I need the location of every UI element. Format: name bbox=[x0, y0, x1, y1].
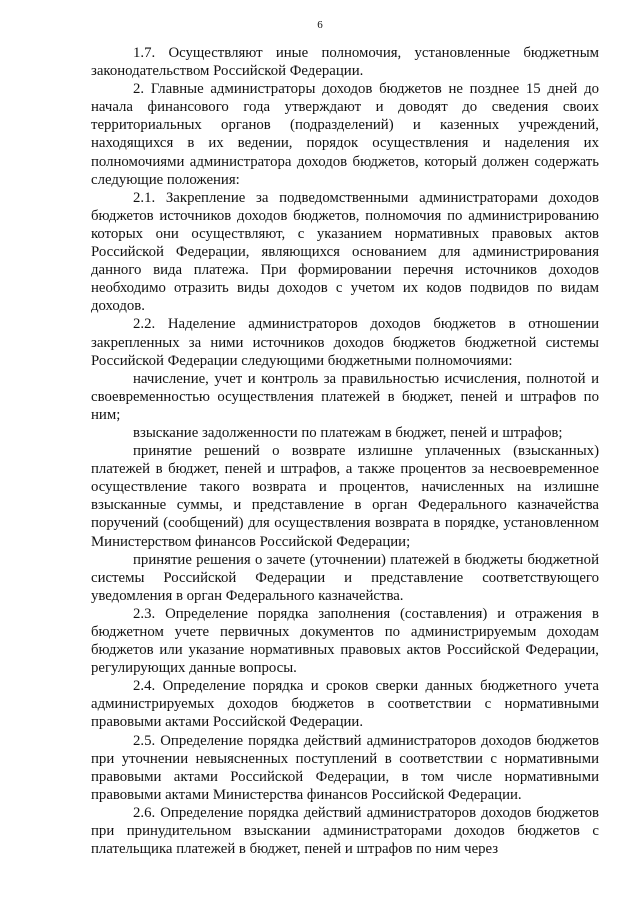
paragraph-2-6: 2.6. Определение порядка действий администраторов доходов бюджетов при принудительном взыскании администраторами доходов бюджетов с плательщика платежей в бюджет, пеней и штрафов по ним через bbox=[91, 804, 599, 858]
paragraph-2-1: 2.1. Закрепление за подведомственными администраторами доходов бюджетов источников доходов бюджетов, полномочия по администрированию которых они осуществляют, с указанием нормативных правовых актов Российской Федерации, являющихся основанием для администрирования данного вида платежа. При формировании перечня источников доходов необходимо отразить виды доходов с учетом их кодов подвидов по видам доходов. bbox=[91, 189, 599, 315]
paragraph-2-2: 2.2. Наделение администраторов доходов бюджетов в отношении закрепленных за ними источников доходов бюджетов бюджетной системы Российской Федерации следующими бюджетными полномочиями: bbox=[91, 316, 599, 369]
paragraph-1-7: 1.7. Осуществляют иные полномочия, установленные бюджетным законодательством Российской Федерации. bbox=[91, 45, 599, 80]
paragraph-2-4: 2.4. Определение порядка и сроков сверки данных бюджетного учета администрируемых доходов бюджетов в соответствии с нормативными правовыми актами Российской Федерации. bbox=[91, 678, 599, 731]
document-body bbox=[91, 44, 599, 858]
paragraph-2-2-item-offset: принятие решения о зачете (уточнении) платежей в бюджеты бюджетной системы Российской Федерации и представление соответствующего уведомления в орган Федерального казначейства. bbox=[91, 551, 599, 604]
paragraph-2-2-item-debt-collection: взыскание задолженности по платежам в бюджет, пеней и штрафов; bbox=[133, 424, 563, 441]
paragraph-2-3: 2.3. Определение порядка заполнения (составления) и отражения в бюджетном учете первичных документов по администрируемым доходам бюджетов или указание нормативных правовых актов Российской Федерации, регулирующих данные вопросы. bbox=[91, 605, 599, 677]
paragraph-2: 2. Главные администраторы доходов бюджетов не позднее 15 дней до начала финансового года утверждают и доводят до сведения своих территориальных органов (подразделений) и казенных учреждений, находящихся в их ведении, порядок осуществления и наделения их полномочиями администратора доходов бюджетов, который должен содержать следующие положения: bbox=[91, 81, 599, 188]
page-number: 6 bbox=[317, 19, 323, 31]
paragraph-2-2-item-accrual: начисление, учет и контроль за правильностью исчисления, полнотой и своевременностью осуществления платежей в бюджет, пеней и штрафов по ним; bbox=[91, 370, 599, 423]
paragraph-2-5: 2.5. Определение порядка действий администраторов доходов бюджетов при уточнении невыясненных поступлений в соответствии с нормативными правовыми актами Российской Федерации, в том числе нормативными правовыми актами Министерства финансов Российской Федерации. bbox=[91, 732, 599, 803]
paragraph-2-2-item-refund: принятие решений о возврате излишне уплаченных (взысканных) платежей в бюджет, пеней и штрафов, а также процентов за несвоевременное осуществление такого возврата и процентов, начисленных на излишне взысканные суммы, и представление в орган Федерального казначейства поручений (сообщений) для осуществления возврата в порядке, установленном Министерством финансов Российской Федерации; bbox=[91, 443, 599, 550]
